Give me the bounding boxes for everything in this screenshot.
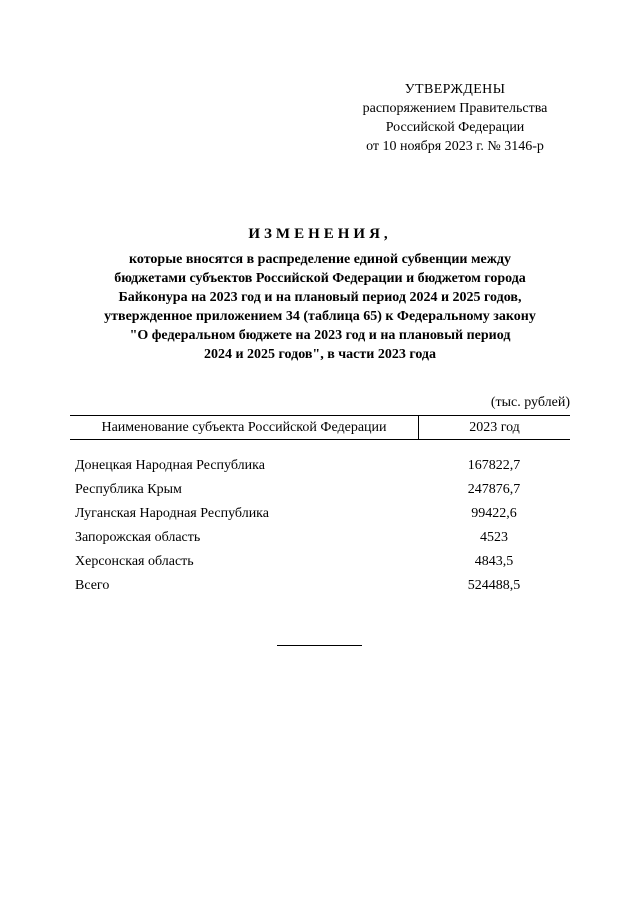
approval-heading: УТВЕРЖДЕНЫ [404,82,506,97]
row-subject: Луганская Народная Республика [75,506,269,521]
row-subject: Всего [75,578,110,593]
row-value: 4843,5 [474,554,514,569]
subtitle-line: 2024 и 2025 годов", в части 2023 года [203,347,437,362]
subtitle-line: бюджетами субъектов Российской Федерации и бюджетом города [114,271,526,286]
row-value: 99422,6 [471,506,517,521]
approval-line-3: от 10 ноября 2023 г. № 3146-р [366,139,544,154]
units-label: (тыс. рублей) [490,395,570,410]
table-header [70,415,570,440]
row-value: 247876,7 [467,482,521,497]
subtitle-line: утвержденное приложением 34 (таблица 65) к Федеральному закону [104,309,536,324]
header-year: 2023 год [469,420,520,435]
approval-block [355,80,555,156]
row-subject: Республика Крым [75,482,182,497]
row-value: 167822,7 [467,458,521,473]
row-value: 524488,5 [467,578,521,593]
table-row [70,502,570,526]
row-subject: Херсонская область [75,554,194,569]
row-subject: Донецкая Народная Республика [75,458,265,473]
end-divider [277,645,362,646]
table-body [70,454,570,598]
document-subtitle [70,250,570,364]
row-subject: Запорожская область [75,530,201,545]
table-row [70,454,570,478]
document-title: ИЗМЕНЕНИЯ, [248,226,392,242]
row-value: 4523 [480,530,508,545]
subtitle-line: "О федеральном бюджете на 2023 год и на плановый период [129,328,511,343]
table-row [70,478,570,502]
approval-line-2: Российской Федерации [385,120,525,135]
approval-line-1: распоряжением Правительства [362,101,548,116]
header-subject: Наименование субъекта Российской Федерации [70,416,419,439]
table-row [70,550,570,574]
table-row-total [70,574,570,598]
table-row [70,526,570,550]
budget-table [70,415,570,598]
subtitle-line: которые вносятся в распределение единой субвенции между [129,252,511,267]
subtitle-line: Байконура на 2023 год и на плановый период 2024 и 2025 годов, [118,290,522,305]
